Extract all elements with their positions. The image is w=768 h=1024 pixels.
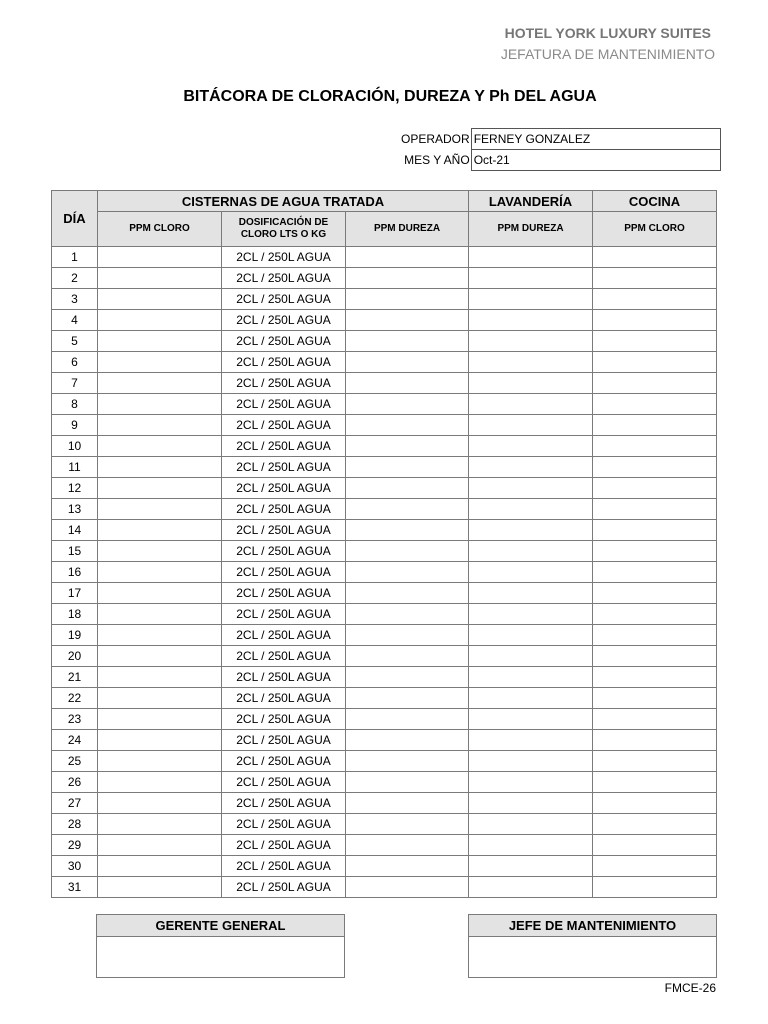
day-cell: 14 xyxy=(52,520,98,541)
cocina-ppm-cloro-cell[interactable] xyxy=(593,247,717,268)
ppm-cloro-cell[interactable] xyxy=(98,415,222,436)
day-cell: 19 xyxy=(52,625,98,646)
operator-info-table xyxy=(399,128,721,171)
dosificacion-cell: 2CL / 250L AGUA xyxy=(222,310,346,331)
lavanderia-ppm-dureza-cell[interactable] xyxy=(469,814,593,835)
lavanderia-ppm-dureza-cell[interactable] xyxy=(469,520,593,541)
table-row xyxy=(52,667,717,688)
ppm-cloro-cell[interactable] xyxy=(98,436,222,457)
ppm-dureza-cell[interactable] xyxy=(346,625,469,646)
cocina-ppm-cloro-cell[interactable] xyxy=(593,730,717,751)
table-row xyxy=(52,457,717,478)
day-cell: 9 xyxy=(52,415,98,436)
cocina-ppm-cloro-cell[interactable] xyxy=(593,814,717,835)
ppm-cloro-cell[interactable] xyxy=(98,352,222,373)
dosificacion-cell: 2CL / 250L AGUA xyxy=(222,541,346,562)
ppm-cloro-cell[interactable] xyxy=(98,856,222,877)
dosificacion-cell: 2CL / 250L AGUA xyxy=(222,709,346,730)
dosificacion-cell: 2CL / 250L AGUA xyxy=(222,604,346,625)
table-row xyxy=(52,562,717,583)
cocina-ppm-cloro-cell[interactable] xyxy=(593,709,717,730)
lavanderia-ppm-dureza-cell[interactable] xyxy=(469,793,593,814)
ppm-cloro-column-header: PPM CLORO xyxy=(98,212,222,247)
ppm-dureza-cell[interactable] xyxy=(346,289,469,310)
ppm-cloro-cell[interactable] xyxy=(98,688,222,709)
cocina-ppm-cloro-cell[interactable] xyxy=(593,478,717,499)
table-row xyxy=(52,646,717,667)
ppm-cloro-cell[interactable] xyxy=(98,793,222,814)
lavanderia-ppm-dureza-cell[interactable] xyxy=(469,541,593,562)
cocina-ppm-cloro-cell[interactable] xyxy=(593,268,717,289)
ppm-cloro-cell[interactable] xyxy=(98,394,222,415)
lavanderia-ppm-dureza-cell[interactable] xyxy=(469,352,593,373)
cocina-ppm-cloro-cell[interactable] xyxy=(593,436,717,457)
operator-label: OPERADOR xyxy=(401,132,470,146)
lavanderia-ppm-dureza-cell[interactable] xyxy=(469,625,593,646)
ppm-dureza-cell[interactable] xyxy=(346,688,469,709)
ppm-cloro-cell[interactable] xyxy=(98,604,222,625)
ppm-dureza-cell[interactable] xyxy=(346,751,469,772)
general-manager-signature-box xyxy=(96,914,345,978)
cocina-ppm-cloro-cell[interactable] xyxy=(593,583,717,604)
ppm-cloro-cell[interactable] xyxy=(98,541,222,562)
lavanderia-ppm-dureza-cell[interactable] xyxy=(469,436,593,457)
lavanderia-ppm-dureza-cell[interactable] xyxy=(469,457,593,478)
ppm-cloro-cell[interactable] xyxy=(98,331,222,352)
maintenance-chief-label: JEFE DE MANTENIMIENTO xyxy=(469,915,717,937)
ppm-dureza-cell[interactable] xyxy=(346,457,469,478)
lavanderia-ppm-dureza-cell[interactable] xyxy=(469,478,593,499)
cocina-ppm-cloro-cell[interactable] xyxy=(593,772,717,793)
ppm-dureza-cell[interactable] xyxy=(346,310,469,331)
table-row xyxy=(52,688,717,709)
ppm-dureza-cell[interactable] xyxy=(346,268,469,289)
table-row xyxy=(52,499,717,520)
dosificacion-cell: 2CL / 250L AGUA xyxy=(222,688,346,709)
day-cell: 8 xyxy=(52,394,98,415)
lavanderia-ppm-dureza-cell[interactable] xyxy=(469,772,593,793)
table-row xyxy=(52,772,717,793)
day-cell: 5 xyxy=(52,331,98,352)
log-body xyxy=(52,247,717,898)
day-cell: 15 xyxy=(52,541,98,562)
dosificacion-header-line1: DOSIFICACIÓN DE xyxy=(238,217,329,228)
cocina-ppm-cloro-cell[interactable] xyxy=(593,562,717,583)
cocina-ppm-cloro-cell[interactable] xyxy=(593,415,717,436)
day-cell: 2 xyxy=(52,268,98,289)
dosificacion-cell: 2CL / 250L AGUA xyxy=(222,730,346,751)
cocina-ppm-cloro-cell[interactable] xyxy=(593,751,717,772)
lavanderia-ppm-dureza-column-header: PPM DUREZA xyxy=(469,212,593,247)
day-cell: 26 xyxy=(52,772,98,793)
cocina-ppm-cloro-cell[interactable] xyxy=(593,310,717,331)
ppm-dureza-cell[interactable] xyxy=(346,877,469,898)
dosificacion-cell: 2CL / 250L AGUA xyxy=(222,814,346,835)
cocina-ppm-cloro-column-header: PPM CLORO xyxy=(593,212,717,247)
table-row xyxy=(52,835,717,856)
ppm-dureza-cell[interactable] xyxy=(346,667,469,688)
table-row xyxy=(52,331,717,352)
cisternas-group-header: CISTERNAS DE AGUA TRATADA xyxy=(98,191,469,212)
dosificacion-cell: 2CL / 250L AGUA xyxy=(222,835,346,856)
day-cell: 7 xyxy=(52,373,98,394)
ppm-dureza-cell[interactable] xyxy=(346,583,469,604)
table-row xyxy=(52,793,717,814)
dosificacion-cell: 2CL / 250L AGUA xyxy=(222,793,346,814)
cocina-ppm-cloro-cell[interactable] xyxy=(593,604,717,625)
month-year-label: MES Y AÑO xyxy=(404,153,470,167)
lavanderia-ppm-dureza-cell[interactable] xyxy=(469,583,593,604)
ppm-cloro-cell[interactable] xyxy=(98,709,222,730)
ppm-dureza-cell[interactable] xyxy=(346,373,469,394)
lavanderia-ppm-dureza-cell[interactable] xyxy=(469,289,593,310)
month-year-field[interactable]: Oct-21 xyxy=(471,150,720,171)
cocina-ppm-cloro-cell[interactable] xyxy=(593,289,717,310)
ppm-cloro-cell[interactable] xyxy=(98,289,222,310)
cocina-ppm-cloro-cell[interactable] xyxy=(593,373,717,394)
dosificacion-cell: 2CL / 250L AGUA xyxy=(222,562,346,583)
table-row xyxy=(52,751,717,772)
day-cell: 28 xyxy=(52,814,98,835)
table-row xyxy=(52,352,717,373)
table-row xyxy=(52,268,717,289)
ppm-dureza-cell[interactable] xyxy=(346,646,469,667)
general-manager-signature-field[interactable] xyxy=(97,937,345,978)
lavanderia-ppm-dureza-cell[interactable] xyxy=(469,751,593,772)
ppm-cloro-cell[interactable] xyxy=(98,583,222,604)
dosificacion-cell: 2CL / 250L AGUA xyxy=(222,394,346,415)
lavanderia-ppm-dureza-cell[interactable] xyxy=(469,247,593,268)
table-row xyxy=(52,247,717,268)
day-cell: 3 xyxy=(52,289,98,310)
ppm-dureza-cell[interactable] xyxy=(346,499,469,520)
ppm-dureza-cell[interactable] xyxy=(346,730,469,751)
ppm-cloro-cell[interactable] xyxy=(98,814,222,835)
ppm-dureza-cell[interactable] xyxy=(346,415,469,436)
lavanderia-ppm-dureza-cell[interactable] xyxy=(469,730,593,751)
day-cell: 18 xyxy=(52,604,98,625)
lavanderia-ppm-dureza-cell[interactable] xyxy=(469,856,593,877)
hotel-name: HOTEL YORK LUXURY SUITES xyxy=(504,25,711,41)
ppm-dureza-cell[interactable] xyxy=(346,604,469,625)
ppm-cloro-cell[interactable] xyxy=(98,457,222,478)
ppm-cloro-cell[interactable] xyxy=(98,751,222,772)
day-cell: 10 xyxy=(52,436,98,457)
table-row xyxy=(52,373,717,394)
dosificacion-cell: 2CL / 250L AGUA xyxy=(222,499,346,520)
ppm-cloro-cell[interactable] xyxy=(98,520,222,541)
dosificacion-cell: 2CL / 250L AGUA xyxy=(222,331,346,352)
form-code: FMCE-26 xyxy=(664,981,716,995)
ppm-dureza-cell[interactable] xyxy=(346,436,469,457)
cocina-ppm-cloro-cell[interactable] xyxy=(593,667,717,688)
dosificacion-cell: 2CL / 250L AGUA xyxy=(222,352,346,373)
ppm-cloro-cell[interactable] xyxy=(98,646,222,667)
ppm-dureza-cell[interactable] xyxy=(346,793,469,814)
table-row xyxy=(52,583,717,604)
dosificacion-cell: 2CL / 250L AGUA xyxy=(222,247,346,268)
ppm-dureza-cell[interactable] xyxy=(346,814,469,835)
table-row xyxy=(52,856,717,877)
ppm-cloro-cell[interactable] xyxy=(98,310,222,331)
ppm-cloro-cell[interactable] xyxy=(98,835,222,856)
lavanderia-ppm-dureza-cell[interactable] xyxy=(469,331,593,352)
lavanderia-group-header: LAVANDERÍA xyxy=(469,191,593,212)
cocina-ppm-cloro-cell[interactable] xyxy=(593,499,717,520)
operator-field[interactable]: FERNEY GONZALEZ xyxy=(471,129,720,150)
cocina-ppm-cloro-cell[interactable] xyxy=(593,877,717,898)
ppm-dureza-cell[interactable] xyxy=(346,562,469,583)
dosificacion-cell: 2CL / 250L AGUA xyxy=(222,415,346,436)
table-row xyxy=(52,478,717,499)
cocina-ppm-cloro-cell[interactable] xyxy=(593,856,717,877)
table-row xyxy=(52,814,717,835)
ppm-dureza-cell[interactable] xyxy=(346,709,469,730)
cocina-ppm-cloro-cell[interactable] xyxy=(593,688,717,709)
dosificacion-cell: 2CL / 250L AGUA xyxy=(222,457,346,478)
day-cell: 12 xyxy=(52,478,98,499)
day-cell: 25 xyxy=(52,751,98,772)
ppm-cloro-cell[interactable] xyxy=(98,478,222,499)
ppm-cloro-cell[interactable] xyxy=(98,625,222,646)
ppm-cloro-cell[interactable] xyxy=(98,562,222,583)
ppm-cloro-cell[interactable] xyxy=(98,247,222,268)
day-cell: 30 xyxy=(52,856,98,877)
ppm-dureza-cell[interactable] xyxy=(346,520,469,541)
page-title: BITÁCORA DE CLORACIÓN, DUREZA Y Ph DEL AGUA xyxy=(183,88,597,105)
day-cell: 22 xyxy=(52,688,98,709)
ppm-cloro-cell[interactable] xyxy=(98,268,222,289)
day-cell: 20 xyxy=(52,646,98,667)
table-row xyxy=(52,415,717,436)
ppm-cloro-cell[interactable] xyxy=(98,373,222,394)
ppm-dureza-cell[interactable] xyxy=(346,331,469,352)
lavanderia-ppm-dureza-cell[interactable] xyxy=(469,667,593,688)
dosificacion-cell: 2CL / 250L AGUA xyxy=(222,520,346,541)
dosificacion-cell: 2CL / 250L AGUA xyxy=(222,436,346,457)
maintenance-chief-signature-box xyxy=(468,914,717,978)
cocina-ppm-cloro-cell[interactable] xyxy=(593,793,717,814)
lavanderia-ppm-dureza-cell[interactable] xyxy=(469,646,593,667)
ppm-dureza-cell[interactable] xyxy=(346,772,469,793)
ppm-cloro-cell[interactable] xyxy=(98,772,222,793)
table-row xyxy=(52,436,717,457)
dosificacion-cell: 2CL / 250L AGUA xyxy=(222,478,346,499)
dosificacion-cell: 2CL / 250L AGUA xyxy=(222,583,346,604)
day-cell: 23 xyxy=(52,709,98,730)
maintenance-chief-signature-field[interactable] xyxy=(469,937,717,978)
cocina-ppm-cloro-cell[interactable] xyxy=(593,394,717,415)
table-row xyxy=(52,877,717,898)
dosificacion-column-header xyxy=(222,212,346,247)
ppm-cloro-cell[interactable] xyxy=(98,667,222,688)
dosificacion-cell: 2CL / 250L AGUA xyxy=(222,751,346,772)
cocina-ppm-cloro-cell[interactable] xyxy=(593,835,717,856)
ppm-dureza-column-header: PPM DUREZA xyxy=(346,212,469,247)
table-row xyxy=(52,310,717,331)
table-row xyxy=(52,625,717,646)
dosificacion-cell: 2CL / 250L AGUA xyxy=(222,877,346,898)
water-log-table xyxy=(51,190,717,898)
cocina-ppm-cloro-cell[interactable] xyxy=(593,520,717,541)
lavanderia-ppm-dureza-cell[interactable] xyxy=(469,394,593,415)
lavanderia-ppm-dureza-cell[interactable] xyxy=(469,562,593,583)
table-row xyxy=(52,604,717,625)
dosificacion-cell: 2CL / 250L AGUA xyxy=(222,772,346,793)
lavanderia-ppm-dureza-cell[interactable] xyxy=(469,415,593,436)
day-cell: 4 xyxy=(52,310,98,331)
ppm-cloro-cell[interactable] xyxy=(98,877,222,898)
ppm-cloro-cell[interactable] xyxy=(98,730,222,751)
day-column-header: DÍA xyxy=(52,191,98,247)
lavanderia-ppm-dureza-cell[interactable] xyxy=(469,835,593,856)
ppm-dureza-cell[interactable] xyxy=(346,541,469,562)
day-cell: 11 xyxy=(52,457,98,478)
lavanderia-ppm-dureza-cell[interactable] xyxy=(469,709,593,730)
table-row xyxy=(52,730,717,751)
dosificacion-cell: 2CL / 250L AGUA xyxy=(222,856,346,877)
table-row xyxy=(52,394,717,415)
day-cell: 6 xyxy=(52,352,98,373)
cocina-ppm-cloro-cell[interactable] xyxy=(593,352,717,373)
day-cell: 1 xyxy=(52,247,98,268)
ppm-cloro-cell[interactable] xyxy=(98,499,222,520)
table-row xyxy=(52,709,717,730)
day-cell: 17 xyxy=(52,583,98,604)
lavanderia-ppm-dureza-cell[interactable] xyxy=(469,373,593,394)
ppm-dureza-cell[interactable] xyxy=(346,352,469,373)
cocina-ppm-cloro-cell[interactable] xyxy=(593,541,717,562)
cocina-group-header: COCINA xyxy=(593,191,717,212)
cocina-ppm-cloro-cell[interactable] xyxy=(593,331,717,352)
lavanderia-ppm-dureza-cell[interactable] xyxy=(469,604,593,625)
table-row xyxy=(52,289,717,310)
dosificacion-header-line2: CLORO LTS O KG xyxy=(240,229,327,240)
dosificacion-cell: 2CL / 250L AGUA xyxy=(222,289,346,310)
lavanderia-ppm-dureza-cell[interactable] xyxy=(469,499,593,520)
dosificacion-cell: 2CL / 250L AGUA xyxy=(222,373,346,394)
lavanderia-ppm-dureza-cell[interactable] xyxy=(469,310,593,331)
table-row xyxy=(52,541,717,562)
lavanderia-ppm-dureza-cell[interactable] xyxy=(469,688,593,709)
day-cell: 29 xyxy=(52,835,98,856)
cocina-ppm-cloro-cell[interactable] xyxy=(593,646,717,667)
day-cell: 21 xyxy=(52,667,98,688)
lavanderia-ppm-dureza-cell[interactable] xyxy=(469,268,593,289)
dosificacion-cell: 2CL / 250L AGUA xyxy=(222,625,346,646)
day-cell: 13 xyxy=(52,499,98,520)
ppm-dureza-cell[interactable] xyxy=(346,856,469,877)
ppm-dureza-cell[interactable] xyxy=(346,835,469,856)
table-row xyxy=(52,520,717,541)
day-cell: 24 xyxy=(52,730,98,751)
day-cell: 27 xyxy=(52,793,98,814)
department-name: JEFATURA DE MANTENIMIENTO xyxy=(500,46,715,62)
cocina-ppm-cloro-cell[interactable] xyxy=(593,625,717,646)
ppm-dureza-cell[interactable] xyxy=(346,478,469,499)
lavanderia-ppm-dureza-cell[interactable] xyxy=(469,877,593,898)
cocina-ppm-cloro-cell[interactable] xyxy=(593,457,717,478)
day-cell: 31 xyxy=(52,877,98,898)
day-cell: 16 xyxy=(52,562,98,583)
general-manager-label: GERENTE GENERAL xyxy=(97,915,345,937)
dosificacion-cell: 2CL / 250L AGUA xyxy=(222,667,346,688)
ppm-dureza-cell[interactable] xyxy=(346,247,469,268)
ppm-dureza-cell[interactable] xyxy=(346,394,469,415)
dosificacion-cell: 2CL / 250L AGUA xyxy=(222,268,346,289)
dosificacion-cell: 2CL / 250L AGUA xyxy=(222,646,346,667)
